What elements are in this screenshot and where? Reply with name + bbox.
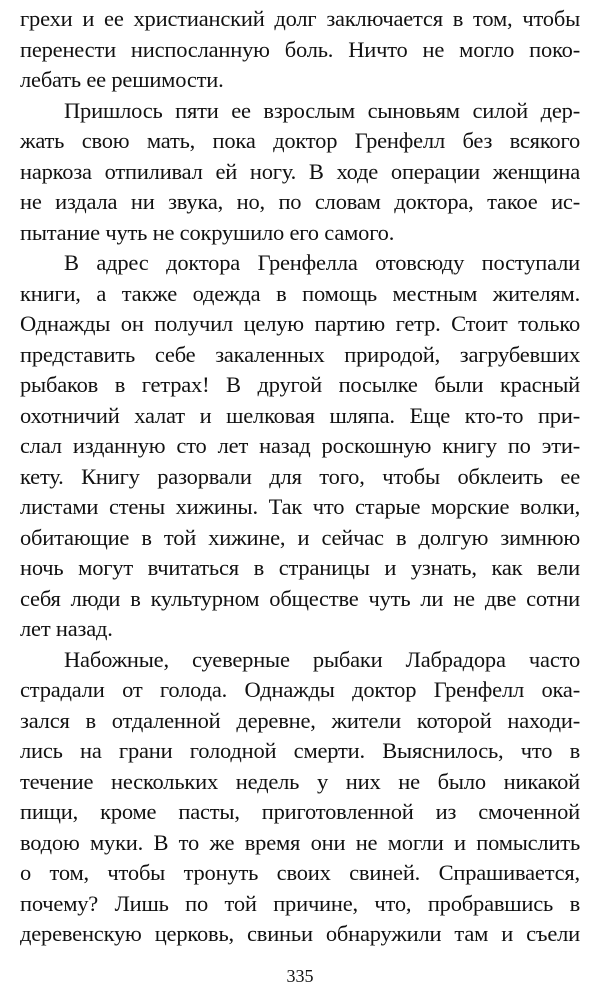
text-line: не издала ни звука, но, по словам доктора, такое ис- <box>20 189 580 214</box>
text-line: листами стены хижины. Так что старые морские волки, <box>20 494 580 519</box>
text-line: лебать ее решимости. <box>20 67 224 92</box>
page-body <box>20 4 580 950</box>
text-line: грехи и ее христианский долг заключается в том, чтобы <box>20 6 580 31</box>
page-number: 335 <box>286 966 314 986</box>
text-line: Пришлось пяти ее взрослым сыновьям силой дер- <box>64 97 580 123</box>
text-line: водою муки. В то же время они не могли и помыслить <box>20 829 580 855</box>
text-line: рыбаков в гетрах! В другой посылке были красный <box>20 372 580 397</box>
text-line: обитающие в той хижине, и сейчас в долгую зимнюю <box>20 524 580 550</box>
text-line: перенести ниспосланную боль. Ничто не могло поко- <box>20 36 580 62</box>
text-line: деревенскую церковь, свиньи обнаружили там и съели <box>20 921 580 946</box>
text-line: книги, а также одежда в помощь местным жителям. <box>20 280 580 306</box>
text-line: зался в отдаленной деревне, жители которой находи- <box>20 707 580 733</box>
text-line: В адрес доктора Гренфелла отовсюду поступали <box>64 250 580 275</box>
text-line: наркоза отпиливал ей ногу. В ходе операции женщина <box>20 158 580 184</box>
text-line: течение нескольких недель у них не было никакой <box>20 768 580 794</box>
text-line: Однажды он получил целую партию гетр. Стоит только <box>20 311 580 336</box>
text-line: кету. Книгу разорвали для того, чтобы обклеить ее <box>20 463 580 489</box>
text-line: пытание чуть не сокрушило его самого. <box>20 219 395 245</box>
text-line: представить себе закаленных природой, загрубевших <box>20 341 580 367</box>
text-line: о том, чтобы тронуть своих свиней. Спрашивается, <box>20 860 580 885</box>
text-line: охотничий халат и шелковая шляпа. Еще кто-то при- <box>20 402 580 428</box>
text-line: лись на грани голодной смерти. Выяснилось, что в <box>20 738 580 763</box>
text-line: лет назад. <box>20 616 113 641</box>
text-line: страдали от голода. Однажды доктор Гренфелл ока- <box>20 677 580 702</box>
text-line: Набожные, суеверные рыбаки Лабрадора часто <box>64 646 580 672</box>
text-line: слал изданную сто лет назад роскошную книгу по эти- <box>20 433 580 458</box>
text-line: пищи, кроме пасты, приготовленной из смоченной <box>20 799 580 824</box>
text-line: себя люди в культурном обществе чуть ли не две сотни <box>20 585 580 611</box>
text-line: почему? Лишь по той причине, что, пробравшись в <box>20 890 580 916</box>
text-line: ночь могут вчитаться в страницы и узнать, как вели <box>20 555 580 580</box>
text-line: жать свою мать, пока доктор Гренфелл без всякого <box>20 128 580 153</box>
